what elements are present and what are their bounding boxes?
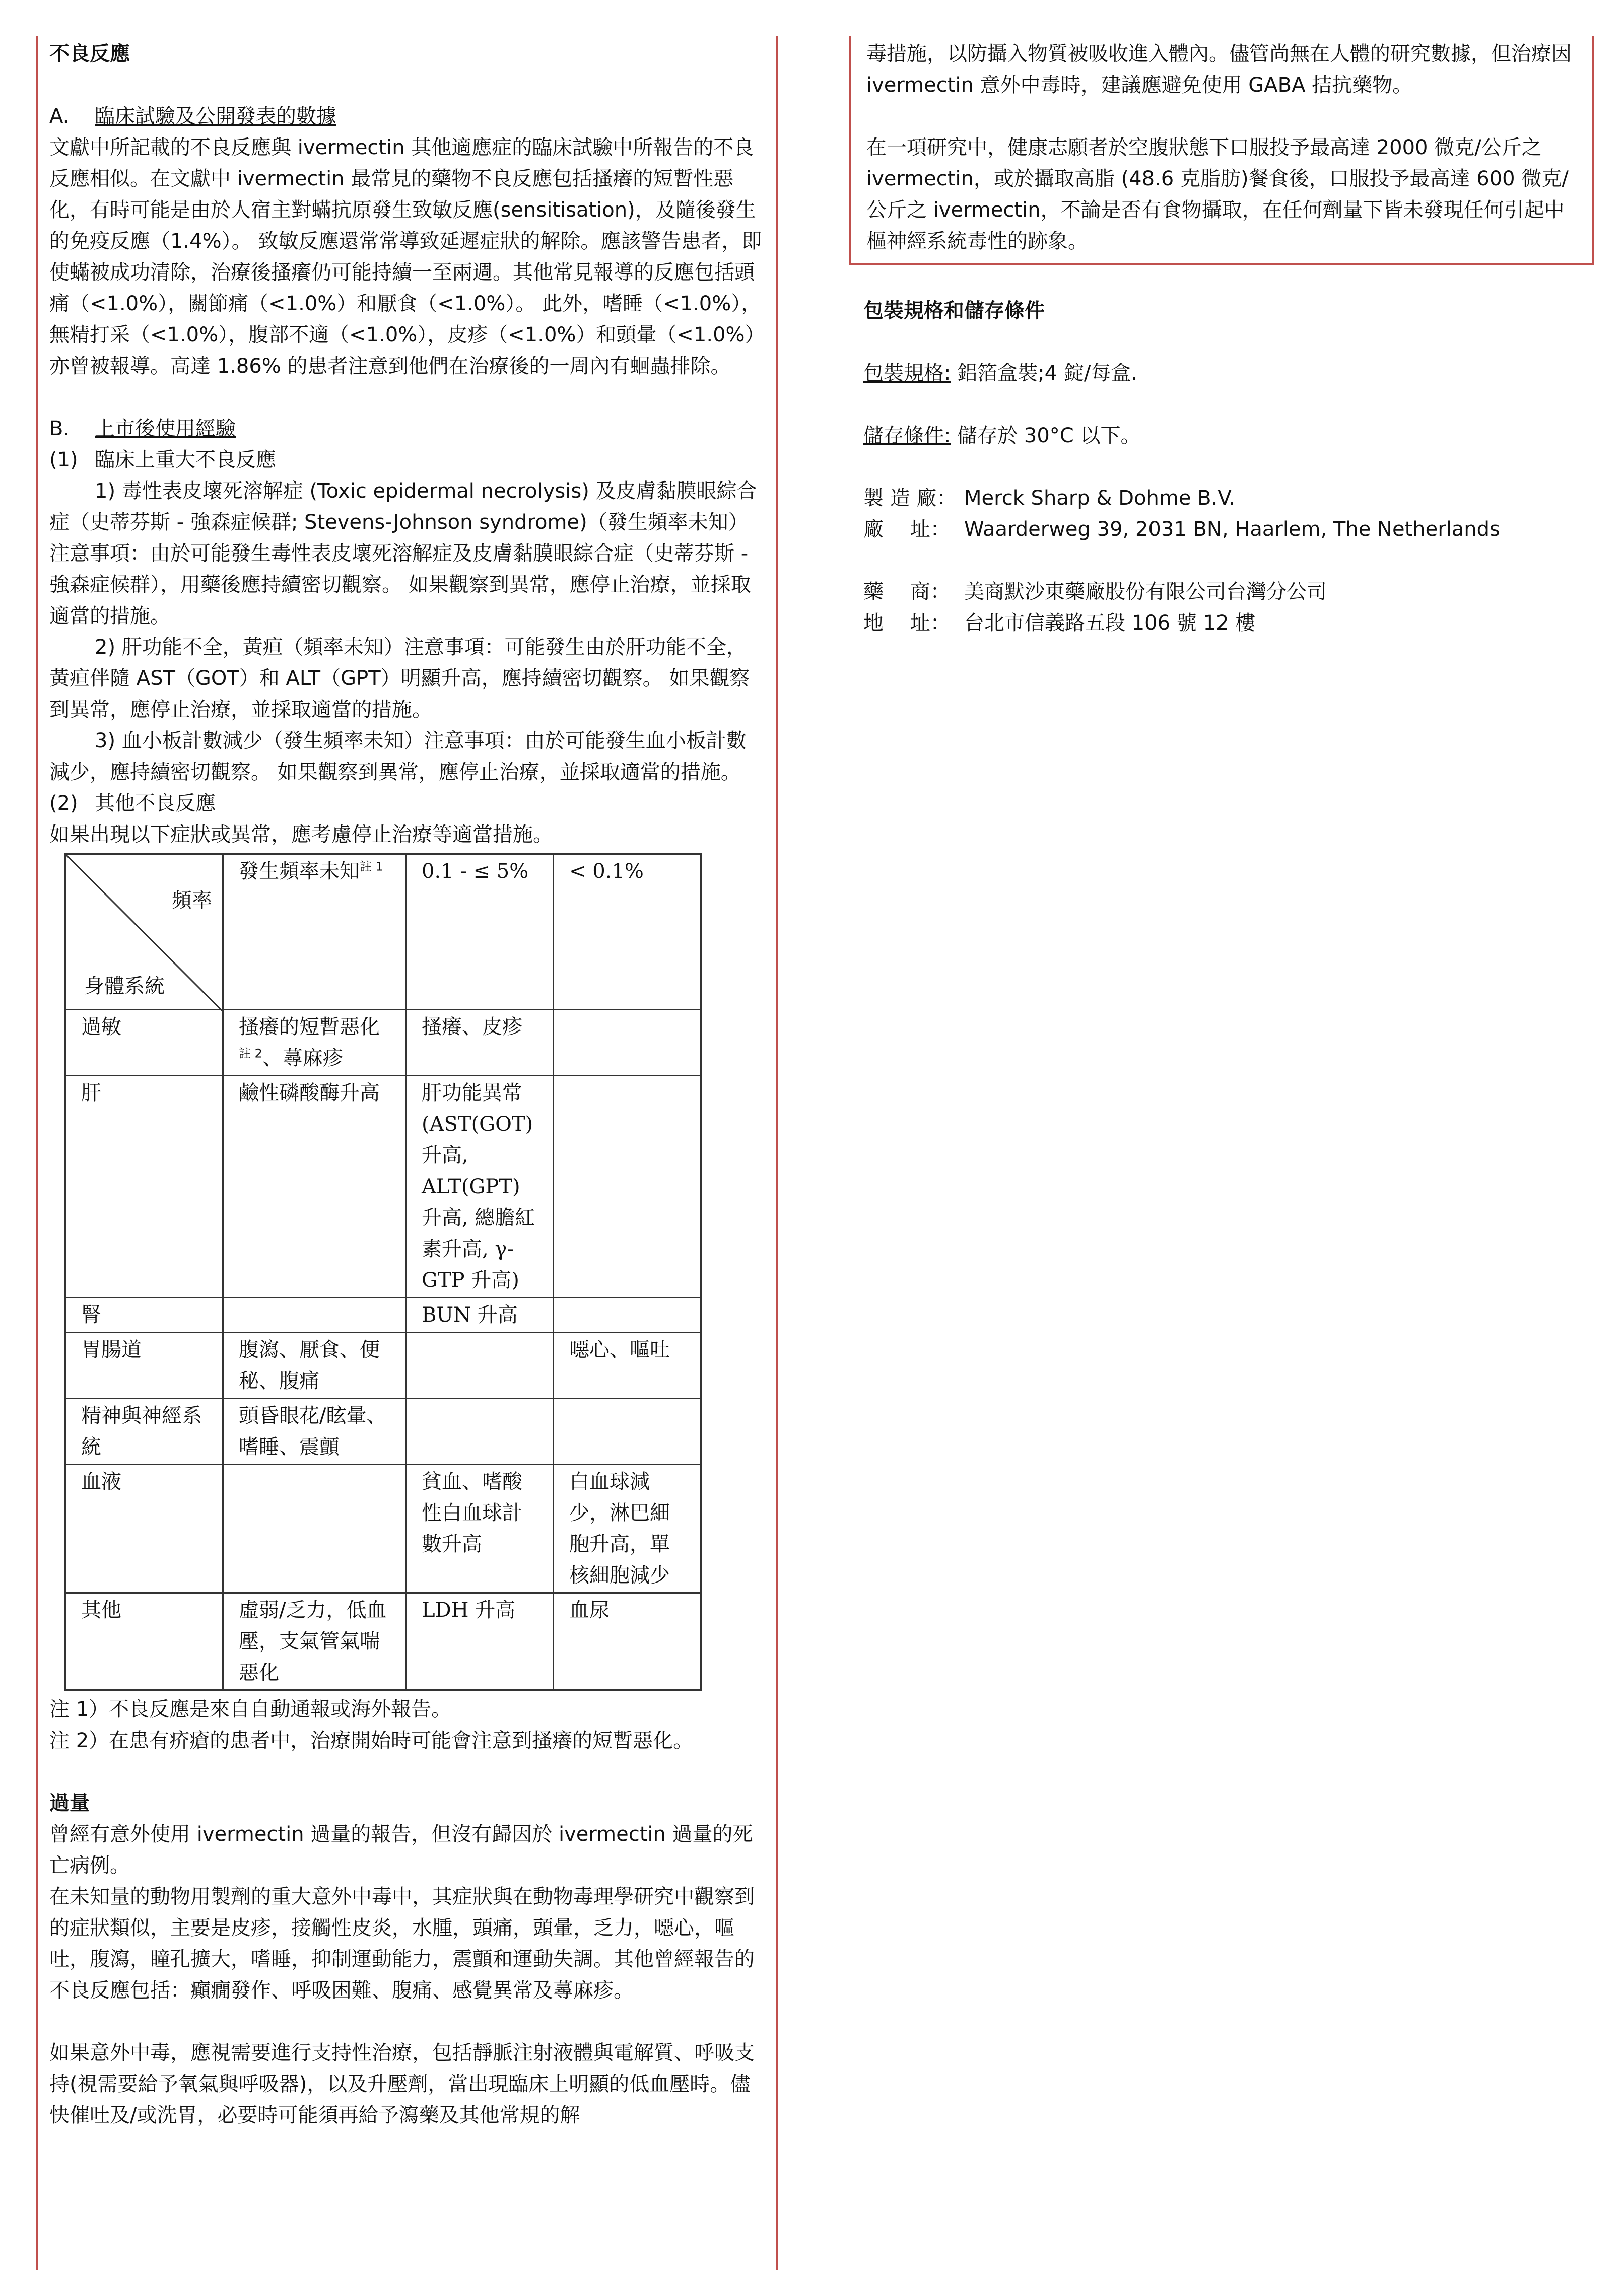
cell-freq-unknown [223, 1465, 406, 1593]
overdose-paragraph-2: 在未知量的動物用製劑的重大意外中毒中，其症狀與在動物毒理學研究中觀察到的症狀類似，主要是皮疹，接觸性皮炎，水腫，頭痛，頭暈，乏力，噁心，嘔吐，腹瀉，瞳孔擴大，嗜睡，抑制運動能力，震顫和運動失調。其他曾經報告的不良反應包括：癲癇發作、呼吸困難、腹痛、感覺異常及蕁麻疹。 [49, 1885, 755, 2002]
cell-freq-mid: LDH 升高 [406, 1593, 554, 1690]
b2-heading: (2) 其他不良反應 [49, 792, 216, 815]
manufacturer: 製 造 廠： Merck Sharp & Dohme B.V. [863, 487, 1236, 510]
cell-body-system: 精神與神經系統 [65, 1399, 223, 1465]
cell-freq-low [554, 1298, 701, 1333]
table-row [65, 1399, 701, 1465]
cell-body-system: 胃腸道 [65, 1333, 223, 1399]
cell-freq-low [554, 1399, 701, 1465]
cell-freq-mid: 搔癢、皮疹 [406, 1010, 554, 1076]
left-margin-rule [36, 36, 38, 2270]
cell-freq-mid: BUN 升高 [406, 1298, 554, 1333]
table-row [65, 1076, 701, 1298]
boxed-continuation [849, 36, 1594, 265]
table-note-1: 注 1）不良反應是來自自動通報或海外報告。 [49, 1698, 452, 1721]
cell-freq-mid: 貧血、嗜酸性白血球計數升高 [406, 1465, 554, 1593]
cell-freq-low [554, 1076, 701, 1298]
agent-address: 地 址： 台北市信義路五段 106 號 12 樓 [863, 611, 1256, 635]
cell-body-system: 肝 [65, 1076, 223, 1298]
boxed-paragraph-1: 毒措施，以防攝入物質被吸收進入體內。儘管尚無在人體的研究數據，但治療因 ivermectin 意外中毒時，建議應避免使用 GABA 拮抗藥物。 [866, 42, 1572, 97]
table-header-row [65, 854, 701, 1010]
packaging-spec: 包裝規格: 鋁箔盒裝;4 錠/每盒. [863, 362, 1138, 385]
section-a-title: 臨床試驗及公開發表的數據 [95, 105, 336, 128]
cell-freq-unknown: 鹼性磷酸酶升高 [223, 1076, 406, 1298]
cell-freq-unknown: 搔癢的短暫惡化 $^{註 2}$、蕁麻疹 [223, 1010, 406, 1076]
manufacturer-address: 廠 址： Waarderweg 39, 2031 BN, Haarlem, The Netherlands [863, 518, 1500, 541]
packaging-heading: 包裝規格和儲存條件 [863, 299, 1045, 322]
cell-freq-mid: 肝功能異常(AST(GOT)升高, ALT(GPT)升高, 總膽紅素升高, γ-GTP 升高) [406, 1076, 554, 1298]
overdose-paragraph-1: 曾經有意外使用 ivermectin 過量的報告，但沒有歸因於 ivermectin 過量的死亡病例。 [49, 1823, 753, 1877]
table-row [65, 1593, 701, 1690]
body-system-label: 身體系統 [84, 975, 165, 998]
adverse-heading: 不良反應 [49, 42, 130, 65]
left-column [49, 38, 765, 2131]
cell-body-system: 腎 [65, 1298, 223, 1333]
section-b-title: 上市後使用經驗 [95, 417, 236, 440]
table-note-2: 注 2）在患有疥瘡的患者中，治療開始時可能會注意到搔癢的短暫惡化。 [49, 1729, 694, 1752]
adverse-reaction-table [64, 853, 702, 1691]
column-divider-rule [776, 36, 778, 2270]
cell-freq-unknown [223, 1298, 406, 1333]
section-a-text: 文獻中所記載的不良反應與 ivermectin 其他適應症的臨床試驗中所報告的不良反應相似。在文獻中 ivermectin 最常見的藥物不良反應包括搔癢的短暫性惡化，有時可能是由於人宿主對蟎抗原發生致敏反應(sensitisation)，及隨後發生的免疫反應（1.4%）。 致敏反應還常常導致延遲症狀的解除。應該警告患者，即使蟎被成功清除，治療後搔癢仍可能持續一至兩週。其他常見報導的反應包括頭痛（<1.0%），關節痛（<1.0%）和厭食（<1.0%）。 此外，嗜睡（<1.0%），無精打采（<1.0%），腹部不適（<1.0%），皮疹（<1.0%）和頭暈（<1.0%）亦曾被報導。高達 1.86% 的患者注意到他們在治療後的一周內有蛔蟲排除。 [49, 136, 762, 378]
cell-body-system: 血液 [65, 1465, 223, 1593]
overdose-heading: 過量 [49, 1792, 90, 1815]
b2-text: 如果出現以下症狀或異常，應考慮停止治療等適當措施。 [49, 823, 553, 846]
table-row [65, 1465, 701, 1593]
cell-freq-mid [406, 1399, 554, 1465]
cell-freq-low: 噁心、嘔吐 [554, 1333, 701, 1399]
header-mid: 0.1 - ≤ 5% [406, 854, 554, 1010]
cell-freq-unknown: 虛弱/乏力，低血壓，支氣管氣喘惡化 [223, 1593, 406, 1690]
cell-freq-mid [406, 1333, 554, 1399]
frequency-label: 頻率 [172, 889, 212, 912]
b1-item-2: 2) 肝功能不全，黃疸（頻率未知）注意事項：可能發生由於肝功能不全，黃疸伴隨 AST（GOT）和 ALT（GPT）明顯升高，應持續密切觀察。 如果觀察到異常，應停止治療，並採取適當的措施。 [49, 636, 750, 721]
table-row [65, 1333, 701, 1399]
header-unknown: 發生頻率未知$^{註 1}$ [223, 854, 406, 1010]
storage-condition: 儲存條件: 儲存於 30°C 以下。 [863, 424, 1141, 447]
section-a-heading: A. 臨床試驗及公開發表的數據 [49, 105, 336, 128]
b1-heading: (1) 臨床上重大不良反應 [49, 448, 276, 471]
right-column [863, 295, 1579, 639]
cell-freq-low: 血尿 [554, 1593, 701, 1690]
boxed-paragraph-2: 在一項研究中，健康志願者於空腹狀態下口服投予最高達 2000 微克/公斤之 ivermectin，或於攝取高脂 (48.6 克脂肪)餐食後，口服投予最高達 600 微克/公斤之 ivermectin，不論是否有食物攝取，在任何劑量下皆未發現任何引起中樞神經系統毒性的跡象。 [866, 136, 1569, 253]
table-row [65, 1010, 701, 1076]
section-b-heading: B. 上市後使用經驗 [49, 417, 236, 440]
cell-freq-unknown: 腹瀉、厭食、便秘、腹痛 [223, 1333, 406, 1399]
b1-item-3: 3) 血小板計數減少（發生頻率未知）注意事項：由於可能發生血小板計數減少，應持續密切觀察。 如果觀察到異常，應停止治療，並採取適當的措施。 [49, 729, 747, 784]
cell-freq-low: 白血球減少，淋巴細胞升高，單核細胞減少 [554, 1465, 701, 1593]
overdose-paragraph-3: 如果意外中毒，應視需要進行支持性治療，包括靜脈注射液體與電解質、呼吸支持(視需要給予氧氣與呼吸器)，以及升壓劑，當出現臨床上明顯的低血壓時。儘快催吐及/或洗胃，必要時可能須再給予瀉藥及其他常規的解 [49, 2041, 755, 2127]
cell-body-system: 過敏 [65, 1010, 223, 1076]
diagonal-header-cell [65, 854, 223, 1010]
cell-freq-low [554, 1010, 701, 1076]
cell-body-system: 其他 [65, 1593, 223, 1690]
cell-freq-unknown: 頭昏眼花/眩暈、嗜睡、震顫 [223, 1399, 406, 1465]
table-row [65, 1298, 701, 1333]
header-low: < 0.1% [554, 854, 701, 1010]
b1-item-1: 1) 毒性表皮壞死溶解症 (Toxic epidermal necrolysis) 及皮膚黏膜眼綜合症（史蒂芬斯 - 強森症候群; Stevens-Johnson syndrome)（發生頻率未知）注意事項：由於可能發生毒性表皮壞死溶解症及皮膚黏膜眼綜合症（史蒂芬斯 - 強森症候群），用藥後應持續密切觀察。 如果觀察到異常，應停止治療，並採取適當的措施。 [49, 479, 757, 628]
agent: 藥 商： 美商默沙東藥廠股份有限公司台灣分公司 [863, 580, 1327, 603]
